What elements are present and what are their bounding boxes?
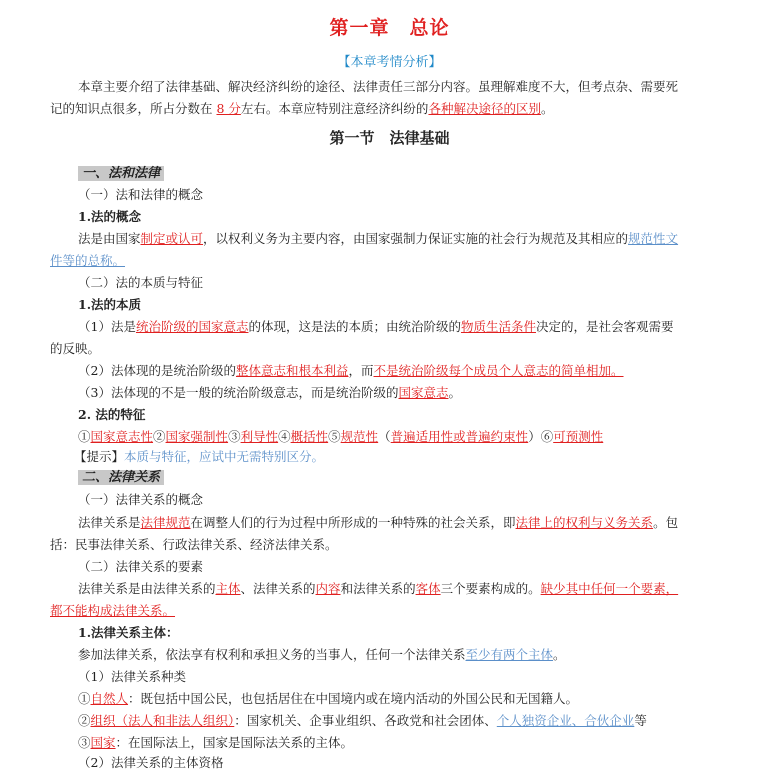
paragraph-line: ③国家：在国际法上，国家是国际法关系的主体。 bbox=[78, 735, 354, 750]
item-heading: 1.法的概念 bbox=[78, 209, 142, 224]
intro-line-1: 本章主要介绍了法律基础、解决经济纠纷的途径、法律责任三部分内容。虽理解难度不大，但考点杂、需要死 bbox=[78, 79, 679, 94]
subheading: （2）法律关系的主体资格 bbox=[78, 755, 224, 770]
paragraph-line: 括：民事法律关系、行政法律关系、经济法律关系。 bbox=[50, 537, 338, 552]
features-line: ①国家意志性②国家强制性③利导性④概括性⑤规范性（普遍适用性或普遍约束性）⑥可预测性 bbox=[78, 429, 604, 444]
tip-line: 【提示】本质与特征，应试中无需特别区分。 bbox=[74, 449, 325, 464]
subheading: （一）法和法律的概念 bbox=[78, 187, 204, 202]
heading-legal-relations: 二、法律关系 bbox=[50, 466, 721, 488]
paragraph-line: ①自然人：既包括中国公民，也包括居住在中国境内或在境内活动的外国公民和无国籍人。 bbox=[78, 691, 579, 706]
paragraph-line: （2）法体现的是统治阶级的整体意志和根本利益，而不是统治阶级每个成员个人意志的简单相加。 bbox=[78, 363, 624, 378]
subheading: （二）法律关系的要素 bbox=[78, 559, 204, 574]
paragraph-line: 都不能构成法律关系。 bbox=[50, 603, 176, 618]
paragraph-line: 参加法律关系，依法享有权利和承担义务的当事人，任何一个法律关系至少有两个主体。 bbox=[78, 647, 566, 662]
paragraph-line: （3）法体现的不是一般的统治阶级意志，而是统治阶级的国家意志。 bbox=[78, 385, 461, 400]
section-title: 第一节 法律基础 bbox=[329, 129, 450, 147]
paragraph-line: 法律关系是由法律关系的主体、法律关系的内容和法律关系的客体三个要素构成的。缺少其中任何一个要素， bbox=[78, 581, 679, 596]
heading-law: 一、法和法律 bbox=[50, 162, 721, 184]
paragraph-line: （1）法是统治阶级的国家意志的体现，这是法的本质；由统治阶级的物质生活条件决定的，是社会客观需要 bbox=[78, 319, 674, 334]
item-heading: 1.法律关系主体： bbox=[78, 625, 179, 640]
chapter-title: 第一章 总论 bbox=[329, 17, 450, 39]
item-heading: 2. 法的特征 bbox=[78, 407, 146, 422]
paragraph-line: 法律关系是法律规范在调整人们的行为过程中所形成的一种特殊的社会关系，即法律上的权利与义务关系。包 bbox=[78, 515, 679, 530]
item-heading: 1.法的本质 bbox=[78, 297, 142, 312]
subheading: （二）法的本质与特征 bbox=[78, 275, 204, 290]
paragraph-line: 的反映。 bbox=[50, 341, 101, 356]
subheading: （1）法律关系种类 bbox=[78, 669, 186, 684]
analysis-heading: 【本章考情分析】 bbox=[337, 55, 442, 70]
paragraph-line: 法是由国家制定或认可，以权利义务为主要内容，由国家强制力保证实施的社会行为规范及其相应的规范性文 bbox=[78, 231, 679, 246]
paragraph-line: ②组织（法人和非法人组织）：国家机关、企事业组织、各政党和社会团体、个人独资企业、合伙企业等 bbox=[78, 713, 647, 728]
paragraph-line: 件等的总称。 bbox=[50, 253, 126, 268]
subheading: （一）法律关系的概念 bbox=[78, 492, 204, 507]
intro-line-2: 记的知识点很多，所占分数在 8 分左右。本章应特别注意经济纠纷的各种解决途径的区别。 bbox=[50, 101, 554, 116]
